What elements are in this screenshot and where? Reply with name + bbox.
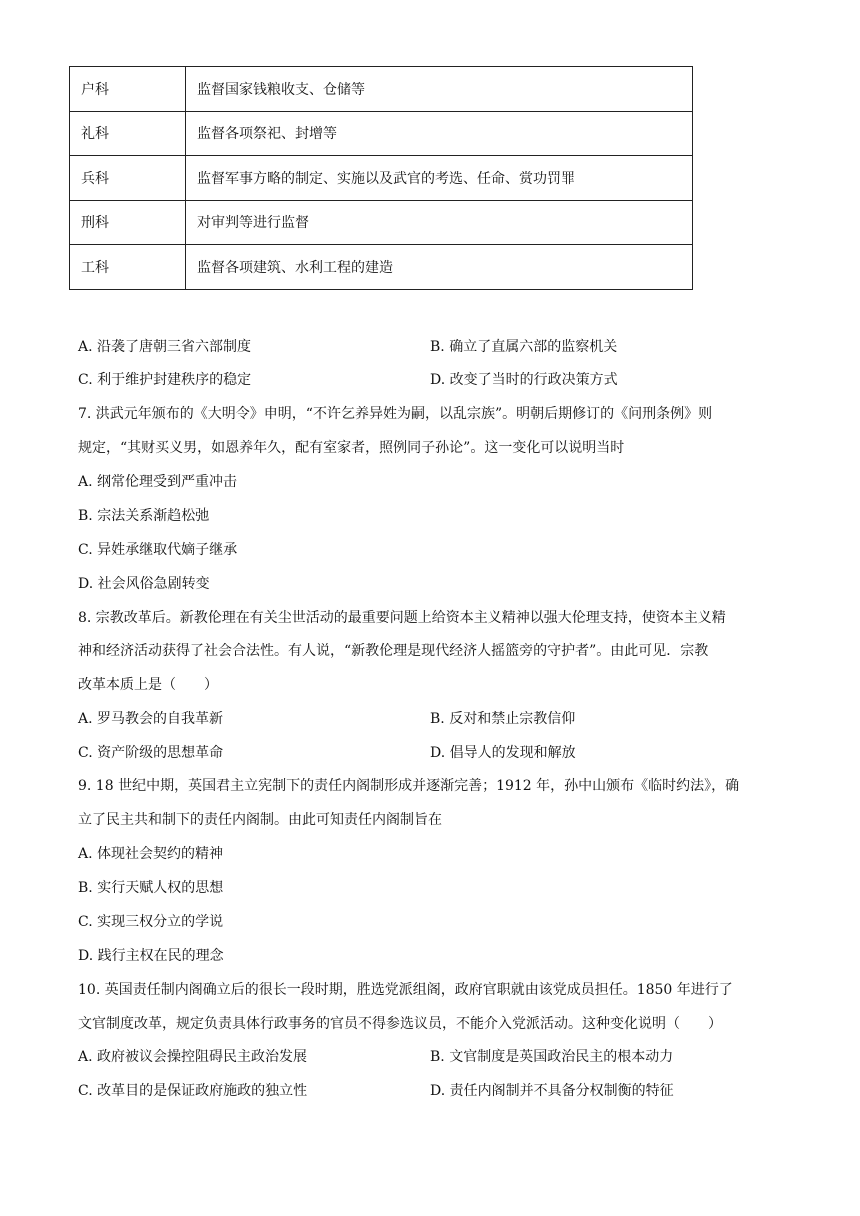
q9-stem-line2: 立了民主共和制下的责任内阁制。由此可知责任内阁制旨在 (78, 812, 442, 828)
table-row (70, 111, 693, 156)
q9-option-a: A. 体现社会契约的精神 (78, 846, 224, 862)
q10-stem-line1: 10. 英国责任制内阁确立后的很长一段时期，胜选党派组阁，政府官职就由该党成员担任。1850 年进行了 (78, 982, 733, 998)
table-row (70, 67, 693, 112)
duty-cell: 监督各项建筑、水利工程的建造 (186, 245, 693, 290)
q10-option-d: D. 责任内阁制并不具备分权制衡的特征 (430, 1083, 674, 1099)
supervision-table (69, 66, 693, 290)
dept-cell: 工科 (70, 245, 186, 290)
q7-option-c: C. 异姓承继取代嫡子继承 (78, 542, 238, 558)
table-row (70, 156, 693, 201)
q10-stem-line2: 文官制度改革，规定负责具体行政事务的官员不得参选议员，不能介入党派活动。这种变化说明（ ） (78, 1016, 722, 1032)
q7-stem-line2: 规定，“其财买义男，如恩养年久，配有室家者，照例同子孙论”。这一变化可以说明当时 (78, 440, 625, 456)
q10-option-a: A. 政府被议会操控阻碍民主政治发展 (78, 1049, 308, 1065)
q10-option-c: C. 改革目的是保证政府施政的独立性 (78, 1083, 308, 1099)
table-row (70, 245, 693, 290)
q8-option-d: D. 倡导人的发现和解放 (430, 745, 576, 761)
q7-option-d: D. 社会风俗急剧转变 (78, 576, 210, 592)
dept-cell: 刑科 (70, 200, 186, 245)
q6-option-d: D. 改变了当时的行政决策方式 (430, 372, 618, 388)
q8-option-a: A. 罗马教会的自我革新 (78, 711, 224, 727)
duty-cell: 对审判等进行监督 (186, 200, 693, 245)
q10-option-b: B. 文官制度是英国政治民主的根本动力 (430, 1049, 674, 1065)
dept-cell: 户科 (70, 67, 186, 112)
q8-stem-line3: 改革本质上是（ ） (78, 677, 218, 693)
q9-stem-line1: 9. 18 世纪中期，英国君主立宪制下的责任内阁制形成并逐渐完善；1912 年，孙中山颁布《临时约法》，确 (78, 778, 740, 794)
duty-cell: 监督军事方略的制定、实施以及武官的考选、任命、赏功罚罪 (186, 156, 693, 201)
q6-option-c: C. 利于维护封建秩序的稳定 (78, 372, 252, 388)
q9-option-c: C. 实现三权分立的学说 (78, 914, 224, 930)
q7-option-a: A. 纲常伦理受到严重冲击 (78, 474, 238, 490)
q8-stem-line2: 神和经济活动获得了社会合法性。有人说，“新教伦理是现代经济人摇篮旁的守护者”。由此可见．宗教 (78, 643, 709, 659)
dept-cell: 礼科 (70, 111, 186, 156)
q8-option-c: C. 资产阶级的思想革命 (78, 745, 224, 761)
duty-cell: 监督国家钱粮收支、仓储等 (186, 67, 693, 112)
q6-option-b: B. 确立了直属六部的监察机关 (430, 339, 618, 355)
q8-option-b: B. 反对和禁止宗教信仰 (430, 711, 576, 727)
dept-cell: 兵科 (70, 156, 186, 201)
table-row (70, 200, 693, 245)
duty-cell: 监督各项祭祀、封增等 (186, 111, 693, 156)
q9-option-b: B. 实行天赋人权的思想 (78, 880, 224, 896)
q8-stem-line1: 8. 宗教改革后。新教伦理在有关尘世活动的最重要问题上给资本主义精神以强大伦理支持，使资本主义精 (78, 610, 726, 626)
q9-option-d: D. 践行主权在民的理念 (78, 948, 224, 964)
q7-option-b: B. 宗法关系渐趋松弛 (78, 508, 210, 524)
q7-stem-line1: 7. 洪武元年颁布的《大明令》申明，“不许乞养异姓为嗣，以乱宗族”。明朝后期修订的《问刑条例》则 (78, 406, 713, 422)
q6-option-a: A. 沿袭了唐朝三省六部制度 (78, 339, 252, 355)
